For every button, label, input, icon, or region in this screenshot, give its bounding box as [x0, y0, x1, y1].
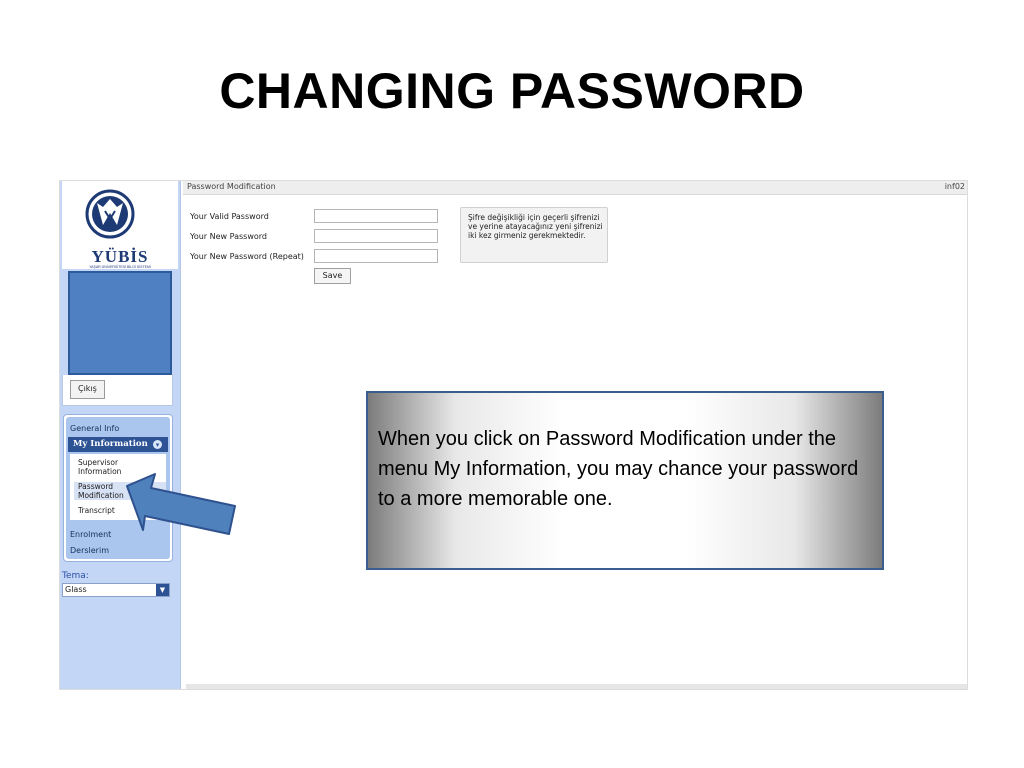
submenu-item-information[interactable]: Information [78, 467, 122, 476]
user-photo [68, 271, 172, 375]
save-button[interactable]: Save [314, 268, 351, 284]
theme-value: Glass [65, 585, 87, 594]
submenu-item-supervisor[interactable]: Supervisor [78, 458, 119, 467]
theme-label: Tema: [62, 571, 89, 581]
repeat-password-label: Your New Password (Repeat) [190, 252, 304, 261]
university-emblem-icon [85, 189, 135, 239]
info-text: Şifre değişikliği için geçerli şifrenizi ve yerine atayacağınız yeni şifrenizi iki kez girmeniz gerekmektedir. [468, 213, 603, 240]
logo-text: YÜBİS [91, 247, 149, 266]
logout-button[interactable]: Çıkış [70, 380, 105, 399]
menu-header-label: My Information [73, 439, 148, 449]
submenu-item-transcript[interactable]: Transcript [78, 506, 115, 515]
sidebar [60, 181, 181, 689]
menu-item-general-info[interactable]: General Info [70, 424, 120, 433]
submenu-item-password[interactable]: Password [74, 482, 166, 491]
new-password-input[interactable] [314, 229, 438, 243]
user-code: inf02 [944, 182, 965, 191]
menu-item-enrolment[interactable]: Enrolment [70, 530, 112, 539]
callout-box [366, 391, 884, 570]
slide-title: CHANGING PASSWORD [219, 63, 805, 119]
pointer-arrow-icon [125, 472, 237, 538]
valid-password-input[interactable] [314, 209, 438, 223]
new-password-label: Your New Password [190, 232, 267, 241]
chevron-down-icon: ▾ [153, 440, 162, 449]
bottom-bar [186, 684, 967, 689]
dropdown-arrow-icon[interactable]: ▼ [156, 584, 169, 596]
valid-password-label: Your Valid Password [190, 212, 269, 221]
repeat-password-input[interactable] [314, 249, 438, 263]
theme-select[interactable] [62, 583, 170, 597]
logo-subtitle: YAŞAR ÜNİVERSİTESİ BİLGİ SİSTEMİ [89, 265, 151, 269]
info-box [460, 207, 608, 263]
callout-text: When you click on Password Modification under the menu My Information, you may chance your password to a more memorable one. [378, 428, 859, 510]
menu-item-derslerim[interactable]: Derslerim [70, 546, 109, 555]
logo [62, 181, 178, 269]
menu-item-my-information[interactable] [68, 437, 168, 452]
submenu-item-modification[interactable]: Modification [74, 491, 166, 500]
content-header [183, 181, 967, 195]
page-title: Password Modification [187, 182, 276, 191]
